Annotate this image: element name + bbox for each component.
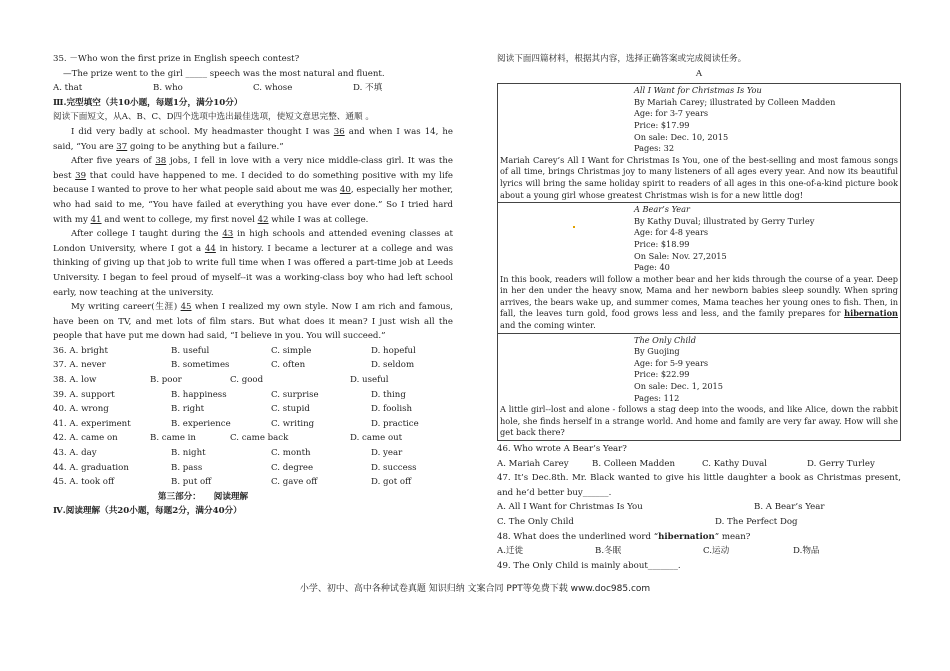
cloze-option[interactable]: D. hopeful: [371, 345, 416, 356]
book-pages: Page: 40: [634, 262, 670, 273]
book-price: Price: $18.99: [634, 238, 690, 249]
book-price: Price: $22.99: [634, 369, 690, 380]
cloze-option[interactable]: 42. A. came on: [53, 433, 118, 444]
cloze-option[interactable]: C. came back: [230, 433, 289, 444]
passage-label-a: A: [695, 68, 703, 79]
book-title: The Only Child: [634, 334, 697, 345]
q35-option-c[interactable]: C. whose: [253, 83, 293, 94]
cloze-choice-row: [53, 344, 453, 359]
cloze-option[interactable]: D. year: [371, 448, 403, 459]
q46-option-d[interactable]: D. Gerry Turley: [807, 458, 875, 469]
cloze-option[interactable]: 36. A. bright: [53, 345, 108, 356]
cloze-option[interactable]: 45. A. took off: [53, 477, 115, 488]
book-age: Age: for 5-9 years: [634, 357, 709, 368]
cloze-option[interactable]: D. foolish: [371, 404, 413, 415]
cloze-option[interactable]: C. good: [230, 375, 264, 386]
hibernation-keyword: hibernation: [844, 308, 898, 319]
book-cell: [498, 334, 900, 440]
q48-option-c[interactable]: C.运动: [703, 546, 730, 557]
book-age: Age: for 4-8 years: [634, 227, 709, 238]
q48-option-d[interactable]: D.物品: [793, 546, 820, 557]
q35-option-a[interactable]: A. that: [53, 83, 83, 94]
book-cell: [498, 84, 900, 203]
book-table: [497, 83, 901, 441]
q47-stem: 47. It’s Dec.8th. Mr. Black wanted to give his little daughter a book as Christmas present, and he’d better buy______.: [497, 473, 901, 498]
q48-keyword: hibernation: [658, 531, 715, 542]
cloze-option[interactable]: B. came in: [150, 433, 196, 444]
cloze-option[interactable]: B. right: [171, 404, 205, 415]
cloze-option[interactable]: D. useful: [350, 375, 389, 386]
book-author: By Kathy Duval; illustrated by Gerry Turley: [634, 215, 815, 226]
cloze-choice-row: [53, 475, 453, 490]
cloze-choice-row: [53, 358, 453, 373]
cloze-option[interactable]: D. success: [371, 462, 417, 473]
book-description: In this book, readers will follow a mother bear and her kids through the course of a year. Deep in her den under the heavy snow, Mama and her newborn babies sleep soundly. When spring arrives, the bears wake up, and summer comes, Mama teaches her young ones to fish. Then, in fall, the leaves turn gold, food grows less and less, and the family prepares for hibernation and the coming winter.: [500, 273, 898, 331]
q35-stem: 35. －Who won the first prize in English speech contest?: [53, 54, 300, 64]
cloze-choice-row: [53, 402, 453, 417]
q35-reply: —The prize went to the girl _____ speech was the most natural and fluent.: [63, 68, 385, 79]
book-title: A Bear’s Year: [634, 204, 690, 215]
cloze-option[interactable]: 37. A. never: [53, 360, 106, 371]
cloze-option[interactable]: D. practice: [371, 418, 419, 429]
reading-instructions: 阅读下面四篇材料，根据其内容，选择正确答案或完成阅读任务。: [497, 54, 747, 64]
q47-options: [497, 500, 901, 515]
stray-dot: [573, 226, 575, 228]
cloze-option[interactable]: D. seldom: [371, 360, 415, 371]
book-description: Mariah Carey’s All I Want for Christmas Is You, one of the best-selling and most famous songs of all time, brings Christmas joy to many listeners of all ages every year. And now its beautiful lyrics will bring the same holiday spirit to readers of all ages in this one-of-a-kind picture book about a young girl whose greatest Christmas wish is for a new little dog!: [500, 154, 898, 200]
q47-options: [497, 515, 901, 530]
section3-title: Ⅲ.完型填空（共10小题，每题1分，满分10分）: [53, 97, 243, 108]
q35-options: [53, 81, 453, 96]
part3-title: 第三部分： 阅读理解: [157, 491, 249, 502]
cloze-option[interactable]: 40. A. wrong: [53, 404, 109, 415]
cloze-option[interactable]: D. came out: [350, 433, 403, 444]
section4-title: Ⅳ.阅读理解（共20小题，每题2分，满分40分）: [53, 506, 242, 517]
cloze-option[interactable]: 43. A. day: [53, 448, 97, 459]
q46-options: [497, 457, 901, 472]
cloze-option[interactable]: 38. A. low: [53, 375, 97, 386]
q49-stem: 49. The Only Child is mainly about_______.: [497, 560, 681, 571]
cloze-option[interactable]: C. degree: [271, 462, 314, 473]
q48-options: [497, 544, 901, 559]
book-description: A little girl--lost and alone - follows a stag deep into the woods, and like Alice, down the rabbit hole, she finds herself in a strange world. And home and family are very far away. How will she get back there?: [500, 404, 898, 438]
book-cell: [498, 203, 900, 334]
cloze-option[interactable]: 44. A. graduation: [53, 462, 129, 473]
q46-option-c[interactable]: C. Kathy Duval: [702, 458, 768, 469]
cloze-option[interactable]: C. month: [271, 448, 311, 459]
cloze-option[interactable]: 41. A. experiment: [53, 418, 131, 429]
cloze-option[interactable]: C. simple: [271, 345, 312, 356]
passage-paragraph: After college I taught during the 43 in high schools and attended evening classes at London University, where I got a 44 in history. I became a lecturer at a college and was thinking of giving up that job to write full time when I was offered a part-time job at Leeds University. I began to feel proud of myself--it was a working-class boy who had left school early, now teaching at the university.: [53, 229, 454, 298]
book-author: By Mariah Carey; illustrated by Colleen Madden: [634, 96, 836, 107]
cloze-option[interactable]: D. got off: [371, 477, 412, 488]
cloze-option[interactable]: C. gave off: [271, 477, 318, 488]
cloze-option[interactable]: B. happiness: [171, 389, 227, 400]
cloze-option[interactable]: B. sometimes: [171, 360, 230, 371]
cloze-option[interactable]: C. stupid: [271, 404, 310, 415]
cloze-choice-row: [53, 373, 453, 388]
book-title: All I Want for Christmas Is You: [634, 85, 762, 96]
section3-instructions: 阅读下面短文，从A、B、C、D四个选项中选出最佳选项，使短文意思完整、通顺 。: [53, 112, 374, 123]
cloze-choices: [53, 344, 453, 490]
passage-paragraph: My writing career(生涯) 45 when I realized my own style. Now I am rich and famous, have been on TV, and met lots of film stars. But what does it mean? I just wish all the people that have put me down had said, “I believe in you. You will succeed.”: [53, 302, 453, 342]
cloze-option[interactable]: B. pass: [171, 462, 203, 473]
book-sale-date: On sale: Dec. 10, 2015: [634, 131, 729, 142]
footer-ad: 小学、初中、高中各种试卷真题 知识归纳 文案合同 PPT等免费下载 www.doc985.com: [299, 584, 651, 594]
cloze-option[interactable]: B. night: [171, 448, 206, 459]
cloze-option[interactable]: 39. A. support: [53, 389, 115, 400]
q46-stem: 46. Who wrote A Bear’s Year?: [497, 444, 627, 454]
q47-option-b[interactable]: B. A Bear’s Year: [754, 502, 825, 513]
book-age: Age: for 3-7 years: [634, 108, 709, 119]
cloze-option[interactable]: C. often: [271, 360, 306, 371]
cloze-option[interactable]: B. experience: [171, 418, 231, 429]
book-sale-date: On sale: Dec. 1, 2015: [634, 381, 723, 392]
q46-option-a[interactable]: A. Mariah Carey: [497, 458, 569, 469]
q47-option-c[interactable]: C. The Only Child: [497, 516, 574, 527]
cloze-option[interactable]: B. poor: [150, 375, 182, 386]
book-price: Price: $17.99: [634, 119, 690, 130]
passage-paragraph: I did very badly at school. My headmaster thought I was 36 and when I was 14, he said, “You are 37 going to be anything but a failure.”: [53, 126, 453, 152]
cloze-option[interactable]: B. put off: [171, 477, 212, 488]
cloze-choice-row: [53, 417, 453, 432]
cloze-option[interactable]: D. thing: [371, 389, 406, 400]
cloze-choice-row: [53, 388, 453, 403]
book-sale-date: On Sale: Nov. 27,2015: [634, 250, 727, 261]
q48-option-a[interactable]: A.迁徙: [497, 546, 524, 557]
q35-option-d[interactable]: D. 不填: [353, 83, 383, 94]
q48-option-b[interactable]: B.冬眠: [595, 546, 622, 557]
q47-option-d[interactable]: D. The Perfect Dog: [715, 516, 798, 527]
q46-option-b[interactable]: B. Colleen Madden: [592, 458, 676, 469]
right-column: [497, 52, 901, 573]
cloze-option[interactable]: B. useful: [171, 345, 210, 356]
q47-option-a[interactable]: A. All I Want for Christmas Is You: [497, 502, 643, 513]
left-column: [53, 52, 453, 519]
cloze-choice-row: [53, 431, 453, 446]
q35-option-b[interactable]: B. who: [153, 83, 183, 94]
q48-stem: 48. What does the underlined word “hibernation” mean?: [497, 531, 751, 542]
cloze-choice-row: [53, 461, 453, 476]
passage-paragraph: After five years of 38 jobs, I fell in love with a very nice middle-class girl. It was the best 39 that could have happened to me. I decided to do something positive with my life because I wanted to prove to her what people said about me was 40, especially her mother, who had said to me, “You have failed at everything you have ever done.” So I tried hard with my 41 and went to college, my first novel 42 while I was at college.: [53, 156, 454, 225]
book-pages: Pages: 112: [634, 392, 680, 403]
cloze-option[interactable]: C. surprise: [271, 389, 319, 400]
cloze-choice-row: [53, 446, 453, 461]
cloze-option[interactable]: C. writing: [271, 418, 315, 429]
book-pages: Pages: 32: [634, 143, 675, 154]
book-author: By Guojing: [634, 346, 680, 357]
